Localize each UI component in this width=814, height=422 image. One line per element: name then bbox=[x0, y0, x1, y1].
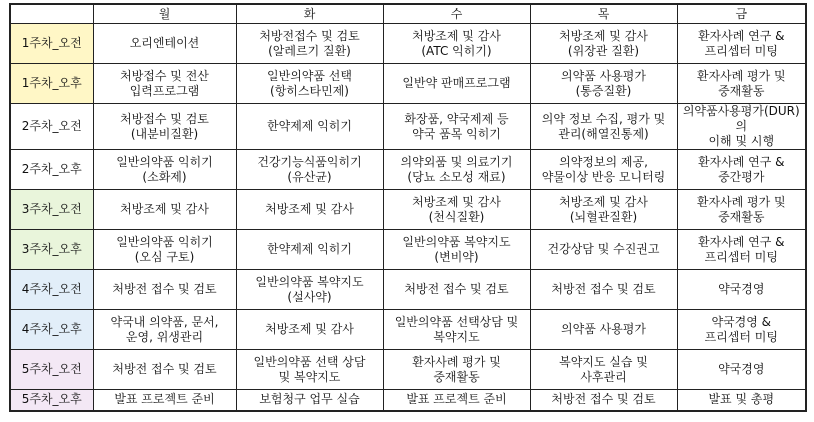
cell-text-line: 처방조제 및 감사 bbox=[412, 194, 501, 209]
cell-text-line: 한약제제 익히기 bbox=[267, 242, 352, 256]
schedule-cell-fri bbox=[677, 350, 806, 390]
schedule-cell-tue bbox=[236, 390, 383, 411]
header-day-thu: 목 bbox=[530, 4, 677, 24]
schedule-body bbox=[10, 24, 806, 411]
schedule-cell-tue bbox=[236, 190, 383, 230]
cell-text-line: 약국경영 bbox=[718, 362, 765, 376]
schedule-cell-tue bbox=[236, 310, 383, 350]
schedule-cell-wed bbox=[383, 270, 530, 310]
schedule-cell-tue bbox=[236, 24, 383, 64]
cell-text-line: 일반의약품 복약지도 bbox=[402, 234, 511, 249]
schedule-container bbox=[9, 3, 807, 412]
schedule-cell-thu bbox=[530, 390, 677, 411]
cell-text-line: 처방조제 및 감사 bbox=[120, 202, 209, 216]
row-label: 4주차_오전 bbox=[10, 270, 93, 310]
cell-text-line: 환자사례 연구 & bbox=[697, 234, 785, 249]
schedule-cell-thu bbox=[530, 190, 677, 230]
schedule-cell-wed bbox=[383, 230, 530, 270]
cell-text-line: 처방전 접수 및 검토 bbox=[551, 282, 656, 296]
row-label: 5주차_오전 bbox=[10, 350, 93, 390]
schedule-cell-mon bbox=[93, 64, 236, 104]
schedule-cell-tue bbox=[236, 230, 383, 270]
cell-text-line: 약국 품목 익히기 bbox=[412, 126, 501, 141]
schedule-cell-thu bbox=[530, 150, 677, 190]
schedule-cell-mon bbox=[93, 350, 236, 390]
schedule-cell-mon bbox=[93, 150, 236, 190]
cell-text-line: 프리셉터 미팅 bbox=[704, 329, 778, 344]
cell-text-line: 복약지도 bbox=[433, 329, 480, 344]
cell-text-line: 이해 및 시행 bbox=[708, 134, 775, 148]
row-label: 2주차_오전 bbox=[10, 104, 93, 150]
cell-text-line: 환자사례 연구 & bbox=[697, 28, 785, 43]
table-row bbox=[10, 104, 806, 150]
schedule-cell-tue bbox=[236, 64, 383, 104]
row-label: 1주차_오전 bbox=[10, 24, 93, 64]
cell-text-line: (알레르기 질환) bbox=[268, 43, 351, 58]
schedule-cell-wed bbox=[383, 350, 530, 390]
schedule-cell-tue bbox=[236, 104, 383, 150]
schedule-cell-fri bbox=[677, 64, 806, 104]
header-corner bbox=[10, 4, 93, 24]
schedule-cell-fri bbox=[677, 104, 806, 150]
cell-text-line: 처방전 접수 및 검토 bbox=[112, 282, 217, 296]
cell-text-line: 처방전 접수 및 검토 bbox=[551, 392, 656, 407]
cell-text-line: 일반약 판매프로그램 bbox=[402, 76, 511, 90]
cell-text-line: (ATC 익히기) bbox=[421, 43, 492, 58]
schedule-cell-wed bbox=[383, 104, 530, 150]
cell-text-line: 환자사례 평가 및 bbox=[696, 194, 786, 209]
table-row bbox=[10, 24, 806, 64]
schedule-cell-wed bbox=[383, 64, 530, 104]
cell-text-line: 처방전 접수 및 검토 bbox=[404, 282, 509, 296]
cell-text-line: (천식질환) bbox=[428, 209, 485, 224]
row-label: 3주차_오전 bbox=[10, 190, 93, 230]
cell-text-line: 중재활동 bbox=[718, 209, 765, 224]
schedule-cell-wed bbox=[383, 310, 530, 350]
schedule-cell-tue bbox=[236, 350, 383, 390]
header-day-wed: 수 bbox=[383, 4, 530, 24]
schedule-cell-thu bbox=[530, 270, 677, 310]
cell-text-line: (위장관 질환) bbox=[567, 43, 640, 58]
cell-text-line: 건강상담 및 수진권고 bbox=[547, 242, 660, 256]
schedule-cell-thu bbox=[530, 230, 677, 270]
cell-text-line: 처방조제 및 감사 bbox=[265, 202, 354, 216]
table-row bbox=[10, 310, 806, 350]
cell-text-line: 입력프로그램 bbox=[129, 83, 200, 98]
schedule-cell-wed bbox=[383, 190, 530, 230]
schedule-cell-fri bbox=[677, 310, 806, 350]
schedule-cell-wed bbox=[383, 150, 530, 190]
cell-text-line: 발표 및 총평 bbox=[708, 392, 775, 407]
cell-text-line: 및 복약지도 bbox=[278, 369, 341, 384]
cell-text-line: 약국경영 & bbox=[711, 314, 772, 329]
cell-text-line: 운영, 위생관리 bbox=[125, 329, 204, 344]
cell-text-line: 의약정보의 제공, bbox=[559, 154, 648, 169]
cell-text-line: 환자사례 평가 및 bbox=[696, 68, 786, 83]
cell-text-line: 처방조제 및 감사 bbox=[412, 28, 501, 43]
cell-text-line: 오리엔테이션 bbox=[129, 36, 200, 50]
schedule-cell-thu bbox=[530, 350, 677, 390]
cell-text-line: 일반의약품 선택상담 및 bbox=[394, 314, 519, 329]
cell-text-line: 일반의약품 익히기 bbox=[116, 154, 213, 169]
schedule-cell-fri bbox=[677, 270, 806, 310]
cell-text-line: 의약품사용평가(DUR)의 bbox=[682, 104, 800, 133]
row-label: 4주차_오후 bbox=[10, 310, 93, 350]
cell-text-line: 처방전접수 및 검토 bbox=[259, 28, 360, 43]
row-label: 3주차_오후 bbox=[10, 230, 93, 270]
cell-text-line: 건강기능식품익히기 bbox=[257, 154, 362, 169]
schedule-cell-thu bbox=[530, 64, 677, 104]
cell-text-line: 발표 프로젝트 준비 bbox=[406, 392, 507, 407]
cell-text-line: (변비약) bbox=[434, 249, 479, 264]
cell-text-line: 화장품, 약국제제 등 bbox=[404, 111, 509, 126]
row-label: 5주차_오후 bbox=[10, 390, 93, 411]
table-row bbox=[10, 350, 806, 390]
table-row bbox=[10, 230, 806, 270]
cell-text-line: 처방접수 및 전산 bbox=[120, 68, 209, 83]
cell-text-line: (통증질환) bbox=[575, 83, 632, 98]
schedule-cell-fri bbox=[677, 390, 806, 411]
schedule-cell-wed bbox=[383, 390, 530, 411]
header-row bbox=[10, 4, 806, 24]
cell-text-line: 중재활동 bbox=[433, 369, 480, 384]
row-label: 1주차_오후 bbox=[10, 64, 93, 104]
schedule-cell-fri bbox=[677, 150, 806, 190]
cell-text-line: 관리(해열진통제) bbox=[558, 126, 649, 141]
cell-text-line: 프리셉터 미팅 bbox=[704, 43, 778, 58]
schedule-cell-fri bbox=[677, 190, 806, 230]
schedule-cell-fri bbox=[677, 24, 806, 64]
cell-text-line: 약물이상 반응 모니터링 bbox=[541, 169, 666, 184]
table-row bbox=[10, 150, 806, 190]
schedule-cell-tue bbox=[236, 150, 383, 190]
cell-text-line: (뇌혈관질환) bbox=[569, 209, 638, 224]
table-row bbox=[10, 190, 806, 230]
schedule-cell-thu bbox=[530, 24, 677, 64]
cell-text-line: 처방조제 및 감사 bbox=[559, 28, 648, 43]
cell-text-line: 환자사례 평가 및 bbox=[412, 354, 501, 369]
cell-text-line: 의약 정보 수집, 평가 및 bbox=[541, 111, 666, 126]
cell-text-line: 프리셉터 미팅 bbox=[704, 249, 778, 264]
header-day-mon: 월 bbox=[93, 4, 236, 24]
cell-text-line: (내분비질환) bbox=[130, 126, 199, 141]
schedule-cell-mon bbox=[93, 230, 236, 270]
cell-text-line: 한약제제 익히기 bbox=[267, 119, 352, 133]
cell-text-line: 처방조제 및 감사 bbox=[265, 322, 354, 336]
schedule-cell-thu bbox=[530, 310, 677, 350]
cell-text-line: (설사약) bbox=[287, 289, 332, 304]
cell-text-line: 일반의약품 복약지도 bbox=[255, 274, 364, 289]
cell-text-line: (유산균) bbox=[287, 169, 332, 184]
cell-text-line: 약국경영 bbox=[718, 282, 765, 296]
header-day-fri: 금 bbox=[677, 4, 806, 24]
schedule-cell-mon bbox=[93, 190, 236, 230]
header-day-tue: 화 bbox=[236, 4, 383, 24]
cell-text-line: (항히스타민제) bbox=[270, 83, 349, 98]
cell-text-line: 중간평가 bbox=[718, 169, 765, 184]
cell-text-line: 중재활동 bbox=[718, 83, 765, 98]
cell-text-line: 일반의약품 선택 bbox=[267, 68, 352, 83]
table-row bbox=[10, 64, 806, 104]
cell-text-line: 처방전 접수 및 검토 bbox=[112, 362, 217, 376]
cell-text-line: (당뇨 소모성 재료) bbox=[407, 169, 506, 184]
cell-text-line: 일반의약품 선택 상담 bbox=[253, 354, 366, 369]
schedule-cell-wed bbox=[383, 24, 530, 64]
weekly-schedule-table bbox=[9, 3, 807, 412]
cell-text-line: 처방조제 및 감사 bbox=[559, 194, 648, 209]
cell-text-line: 의약품 사용평가 bbox=[561, 68, 646, 83]
schedule-cell-mon bbox=[93, 104, 236, 150]
cell-text-line: 의약외품 및 의료기기 bbox=[400, 154, 513, 169]
table-row bbox=[10, 390, 806, 411]
cell-text-line: 발표 프로젝트 준비 bbox=[114, 392, 215, 407]
cell-text-line: 사후관리 bbox=[580, 369, 627, 384]
cell-text-line: 일반의약품 익히기 bbox=[116, 234, 213, 249]
cell-text-line: 복약지도 실습 및 bbox=[559, 354, 648, 369]
schedule-cell-tue bbox=[236, 270, 383, 310]
cell-text-line: 환자사례 연구 & bbox=[697, 154, 785, 169]
schedule-cell-mon bbox=[93, 24, 236, 64]
schedule-cell-thu bbox=[530, 104, 677, 150]
cell-text-line: (오심 구토) bbox=[134, 249, 195, 264]
cell-text-line: 의약품 사용평가 bbox=[561, 322, 646, 336]
cell-text-line: 처방접수 및 검토 bbox=[120, 111, 209, 126]
schedule-cell-mon bbox=[93, 270, 236, 310]
schedule-cell-fri bbox=[677, 230, 806, 270]
row-label: 2주차_오후 bbox=[10, 150, 93, 190]
schedule-cell-mon bbox=[93, 310, 236, 350]
table-row bbox=[10, 270, 806, 310]
cell-text-line: 약국내 의약품, 문서, bbox=[110, 314, 219, 329]
cell-text-line: (소화제) bbox=[142, 169, 187, 184]
cell-text-line: 보험청구 업무 실습 bbox=[259, 392, 360, 407]
schedule-cell-mon bbox=[93, 390, 236, 411]
